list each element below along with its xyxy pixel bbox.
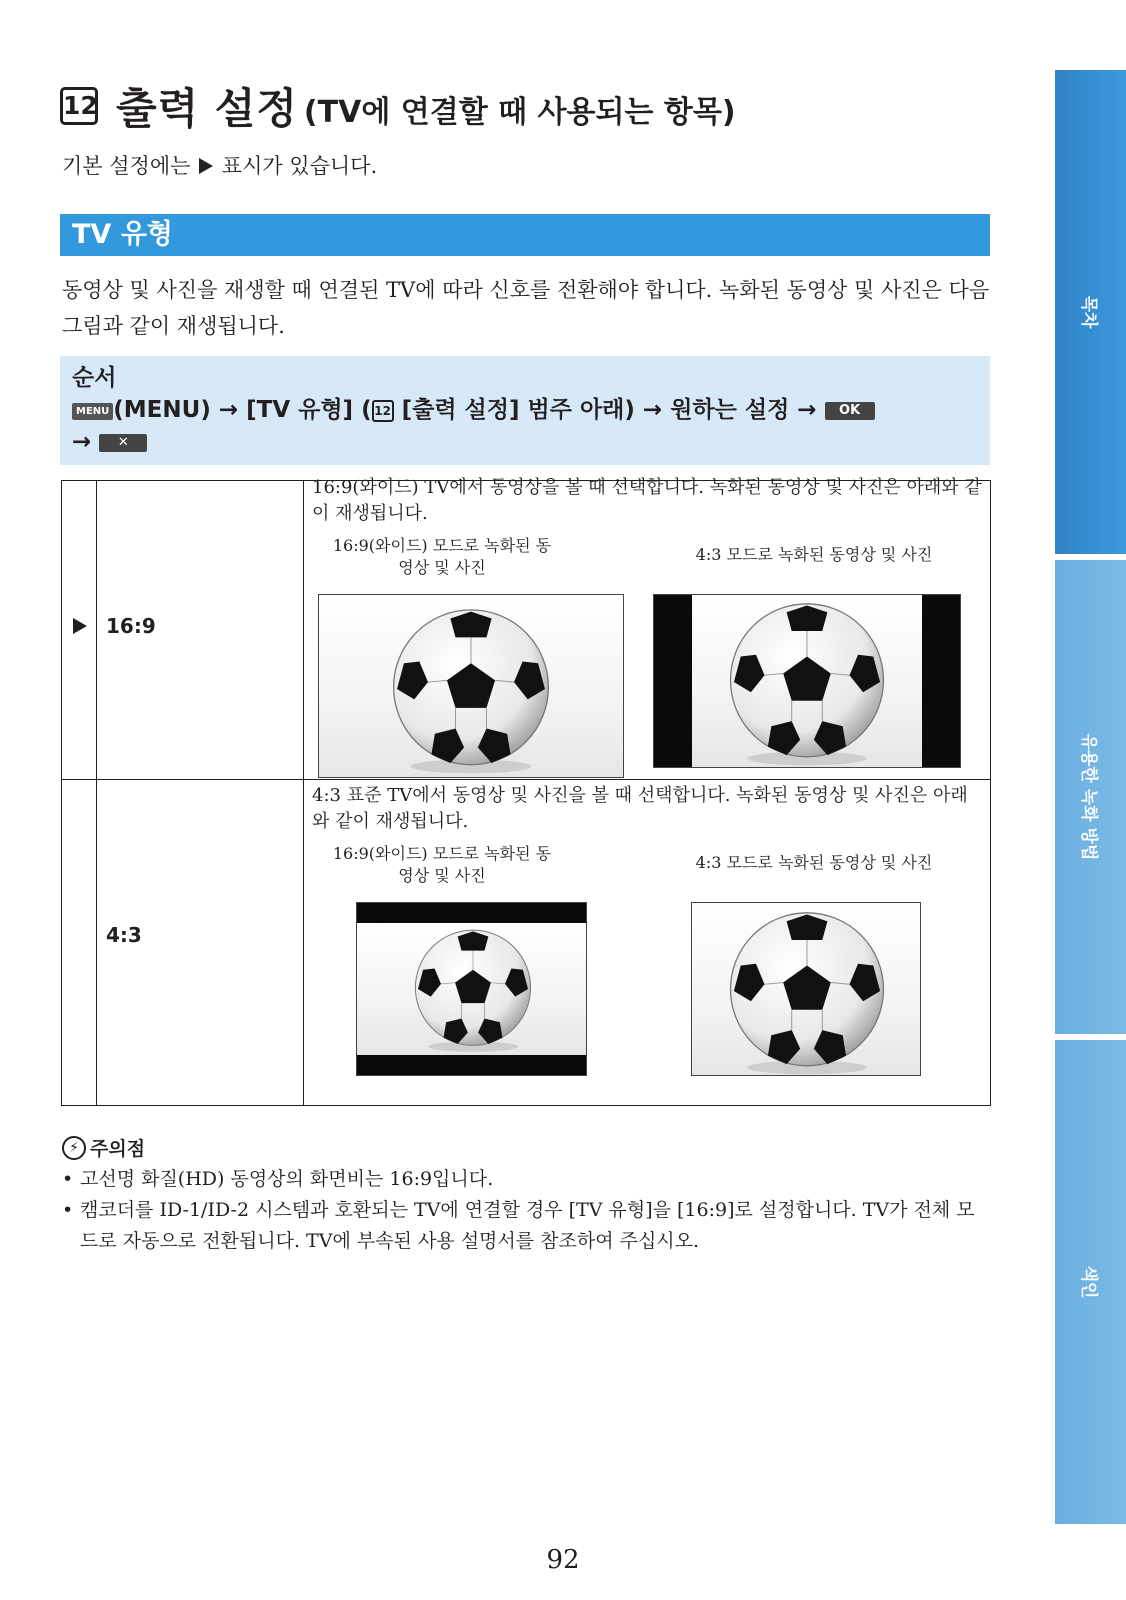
- title-subtitle: (TV에 연결할 때 사용되는 항목): [303, 95, 736, 130]
- ok-key-icon: OK: [825, 402, 875, 420]
- procedure-steps: [72, 394, 978, 426]
- side-tab-recording-tips[interactable]: [1055, 560, 1126, 1034]
- section-number-badge: 12: [60, 87, 98, 125]
- page-number: 92: [546, 1545, 580, 1575]
- intro-after: 표시가 있습니다.: [221, 154, 378, 178]
- side-tab-contents[interactable]: [1055, 70, 1126, 554]
- category-number-icon: 12: [372, 400, 394, 422]
- soccer-ball-image: [721, 597, 893, 767]
- procedure-menu-text: (MENU) → [TV 유형] (: [113, 397, 372, 423]
- list-item: • 캠코더를 ID-1/ID-2 시스템과 호환되는 TV에 연결할 경우 [TV 유형]을 [16:9]로 설정합니다. TV가 전체 모드로 자동으로 전환됩니다. TV에 부속된 사용 설명서를 참조하여 주십시오.: [62, 1195, 992, 1257]
- section-description: 동영상 및 사진을 재생할 때 연결된 TV에 따라 신호를 전환해야 합니다. 녹화된 동영상 및 사진은 다음 그림과 같이 재생됩니다.: [62, 278, 990, 338]
- close-key-icon: ✕: [99, 434, 147, 452]
- option-label: 4:3: [106, 923, 142, 947]
- option-description: 4:3 표준 TV에서 동영상 및 사진을 볼 때 선택합니다. 녹화된 동영상 및 사진은 아래와 같이 재생됩니다.: [312, 785, 968, 832]
- side-tab-index[interactable]: [1055, 1040, 1126, 1524]
- caption-standard: 4:3 모드로 녹화된 동영상 및 사진: [695, 545, 933, 564]
- row-divider: [62, 779, 990, 780]
- photo-standard-on-standard-tv: [691, 902, 921, 1076]
- side-tab-label: 색인: [1078, 1265, 1098, 1299]
- procedure-heading: 순서: [72, 365, 117, 391]
- caption-standard: 4:3 모드로 녹화된 동영상 및 사진: [695, 853, 933, 872]
- caution-notes: [62, 1164, 992, 1257]
- page-title: [60, 76, 736, 136]
- default-marker-icon: [73, 618, 87, 634]
- procedure-arrow: →: [72, 429, 92, 455]
- soccer-ball-image: [385, 601, 557, 777]
- photo-wide-on-standard-tv: [356, 902, 587, 1076]
- photo-wide-on-wide-tv: [318, 594, 624, 778]
- caution-heading-text: 주의점: [90, 1138, 146, 1160]
- section-heading: TV 유형: [60, 214, 990, 256]
- option-label: 16:9: [106, 614, 156, 638]
- caution-heading: [62, 1134, 145, 1161]
- caution-icon: ⚡: [62, 1136, 86, 1160]
- procedure-box: [60, 356, 990, 465]
- option-description: 16:9(와이드) TV에서 동영상을 볼 때 선택합니다. 녹화된 동영상 및 사진은 아래와 같이 재생됩니다.: [312, 477, 982, 524]
- intro-text: [62, 150, 377, 180]
- list-item: • 고선명 화질(HD) 동영상의 화면비는 16:9입니다.: [62, 1164, 992, 1195]
- side-tab-label: 목차: [1078, 295, 1098, 329]
- procedure-path-text: [출력 설정] 범주 아래) → 원하는 설정 →: [393, 397, 817, 423]
- side-tab-label: 유용한 녹화 방법: [1078, 733, 1098, 861]
- caption-wide: 16:9(와이드) 모드로 녹화된 동영상 및 사진: [332, 844, 552, 885]
- column-divider: [96, 481, 97, 1105]
- column-divider: [303, 481, 304, 1105]
- photo-standard-on-wide-tv: [653, 594, 961, 768]
- menu-key-icon: MENU: [72, 403, 113, 420]
- soccer-ball-image: [721, 906, 893, 1076]
- options-table: [61, 477, 991, 1106]
- intro-before: 기본 설정에는: [62, 154, 191, 178]
- title-main: 출력 설정: [116, 84, 298, 133]
- default-marker-icon: [199, 158, 213, 174]
- procedure-steps-end: [72, 426, 978, 458]
- soccer-ball-image: [409, 925, 537, 1053]
- caption-wide: 16:9(와이드) 모드로 녹화된 동영상 및 사진: [332, 536, 552, 577]
